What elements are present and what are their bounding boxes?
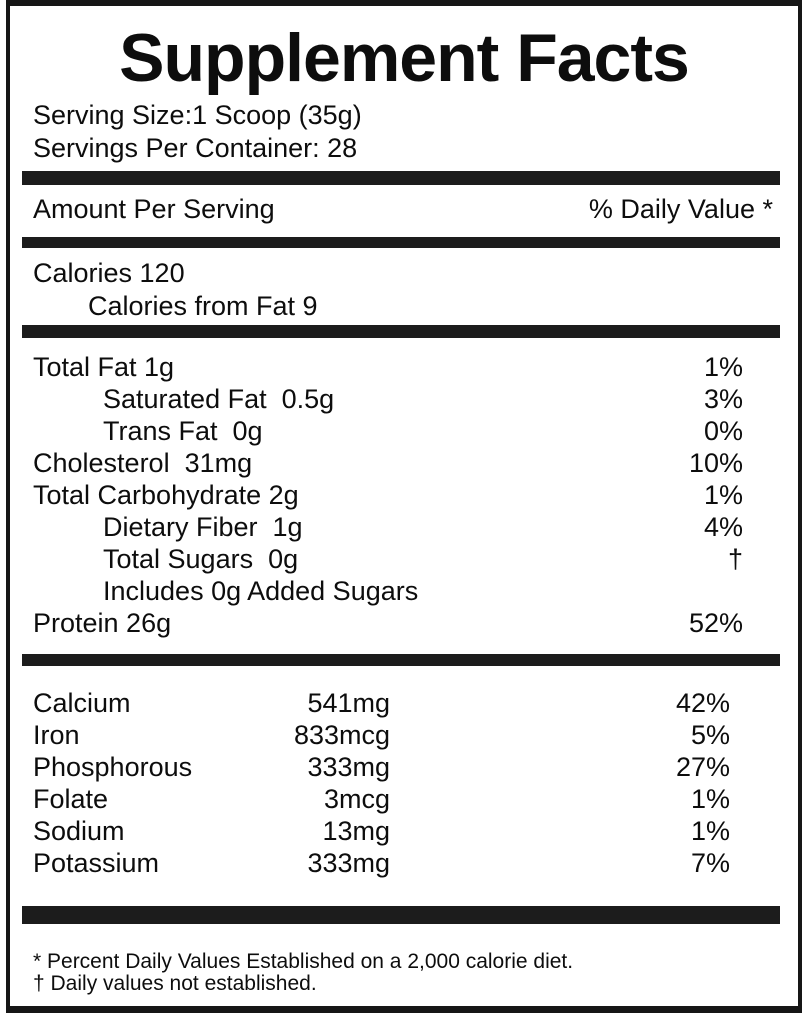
separator-bar-under-protein [22, 654, 780, 666]
nutrient-row-cholesterol [33, 447, 773, 479]
nutrient-row-total-sugars [33, 543, 773, 575]
nutrient-row-total-carbohydrate [33, 479, 773, 511]
mineral-dv: 7% [690, 848, 730, 878]
nutrient-dv: 10% [688, 448, 743, 478]
footnote-daily-values: * Percent Daily Values Established on a 2,000 calorie diet. [33, 950, 574, 973]
nutrient-label: Total Carbohydrate 2g [33, 480, 299, 510]
nutrient-label: Trans Fat 0g [103, 416, 263, 446]
nutrient-label: Total Fat 1g [33, 352, 175, 382]
calories-line: Calories 120 [33, 258, 185, 288]
nutrient-dv-dagger: † [727, 544, 743, 574]
nutrient-label: Cholesterol 31mg [33, 448, 253, 478]
mineral-row-calcium [33, 687, 773, 719]
nutrient-dv: 1% [703, 480, 743, 510]
nutrient-label: Includes 0g Added Sugars [103, 576, 419, 606]
separator-bar-under-header [22, 237, 780, 248]
nutrient-label: Saturated Fat 0.5g [103, 384, 335, 414]
mineral-name: Calcium [33, 688, 131, 718]
mineral-amount: 541mg [307, 688, 390, 718]
nutrient-label: Protein 26g [33, 608, 172, 638]
supplement-facts-label [6, 0, 802, 1013]
mineral-row-phosphorous [33, 751, 773, 783]
calories-from-fat-line: Calories from Fat 9 [88, 291, 318, 321]
mineral-amount: 333mg [307, 848, 390, 878]
nutrient-row-added-sugars [33, 575, 773, 607]
nutrient-dv: 1% [703, 352, 743, 382]
mineral-dv: 1% [690, 784, 730, 814]
mineral-name: Iron [33, 720, 80, 750]
mineral-row-sodium [33, 815, 773, 847]
mineral-amount: 3mcg [323, 784, 390, 814]
nutrient-row-dietary-fiber [33, 511, 773, 543]
mineral-row-iron [33, 719, 773, 751]
daily-value-header: % Daily Value * [588, 194, 773, 224]
footnote-dagger: † Daily values not established. [33, 971, 317, 995]
servings-per-container-line: Servings Per Container: 28 [33, 133, 358, 163]
mineral-dv: 1% [690, 816, 730, 846]
mineral-amount: 833mcg [293, 720, 390, 750]
nutrient-table [10, 351, 798, 639]
amount-per-serving-header: Amount Per Serving [33, 194, 275, 224]
mineral-name: Folate [33, 784, 109, 814]
mineral-amount: 333mg [307, 752, 390, 782]
mineral-row-folate [33, 783, 773, 815]
minerals-table [10, 687, 798, 879]
mineral-name: Potassium [33, 848, 160, 878]
column-header-row [10, 193, 798, 226]
mineral-dv: 27% [675, 752, 730, 782]
label-title: Supplement Facts [119, 20, 689, 96]
nutrient-dv: 4% [703, 512, 743, 542]
mineral-row-potassium [33, 847, 773, 879]
mineral-dv: 5% [690, 720, 730, 750]
nutrient-row-total-fat [33, 351, 773, 383]
separator-bar-under-calories [22, 325, 780, 338]
nutrient-dv: 3% [703, 384, 743, 414]
separator-bar-bottom [22, 906, 780, 924]
nutrient-dv: 0% [703, 416, 743, 446]
nutrient-label: Dietary Fiber 1g [103, 512, 303, 542]
nutrient-row-trans-fat [33, 415, 773, 447]
separator-bar-thick-top [22, 171, 780, 185]
serving-size-line: Serving Size:1 Scoop (35g) [33, 100, 362, 130]
nutrient-dv: 52% [688, 608, 743, 638]
footnotes [10, 951, 798, 994]
mineral-name: Phosphorous [33, 752, 193, 782]
mineral-dv: 42% [675, 688, 730, 718]
calories-section [10, 257, 798, 323]
nutrient-row-protein [33, 607, 773, 639]
mineral-name: Sodium [33, 816, 125, 846]
mineral-amount: 13mg [322, 816, 390, 846]
nutrient-label: Total Sugars 0g [103, 544, 299, 574]
nutrient-row-saturated-fat [33, 383, 773, 415]
serving-info [10, 99, 798, 165]
